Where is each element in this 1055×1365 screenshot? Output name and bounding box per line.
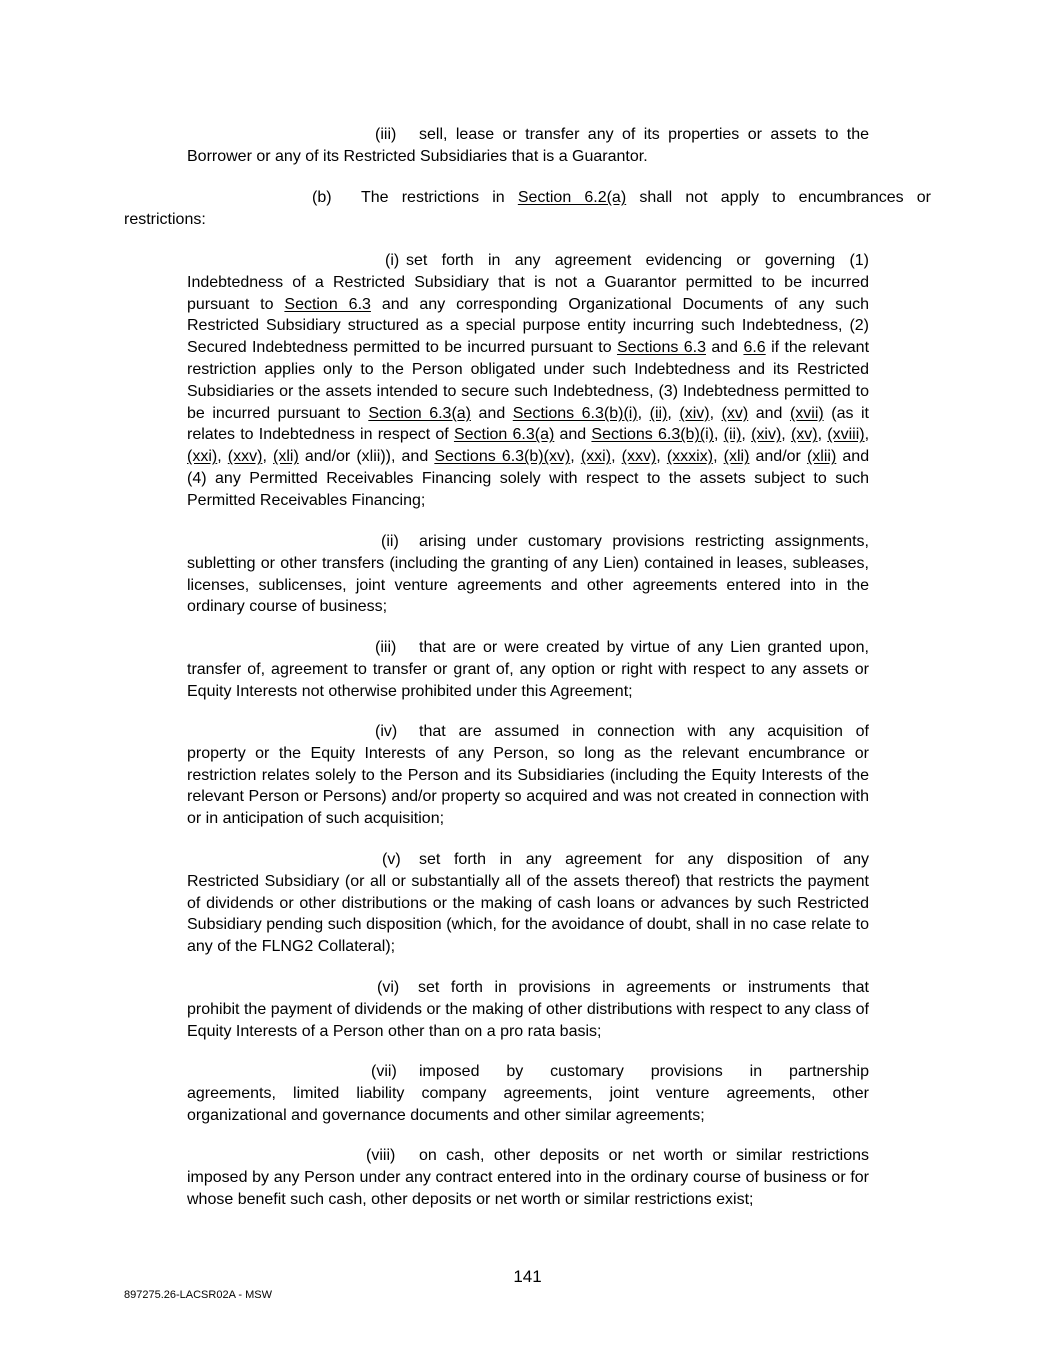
section-reference: (xiv)	[679, 404, 710, 422]
clause-iii-top-first-line	[187, 124, 869, 146]
section-reference: (xviii)	[827, 426, 865, 444]
text-run: ,	[714, 426, 724, 444]
page-number: 141	[513, 1267, 542, 1286]
clause-text-rest: agreements, limited liability company agreements, joint venture agreements, other organizational and governance documents and other similar agreements;	[187, 1084, 869, 1124]
clause-v	[187, 849, 869, 958]
text-run: ,	[817, 426, 828, 444]
text-run: ,	[611, 448, 622, 466]
text-run: (as it relates to Indebtedness in respect of	[187, 404, 869, 444]
text-run: and/or (xlii)), and	[298, 448, 435, 466]
clause-text: shall not apply to encumbrances or	[626, 189, 932, 206]
section-reference: (xxi)	[580, 448, 612, 466]
clause-label: (ii)	[381, 533, 399, 550]
clause-label: (iii)	[375, 639, 397, 656]
section-reference: Sections 6.3	[616, 339, 706, 357]
clause-label: (i)	[385, 252, 400, 269]
clause-text-rest: restrictions:	[124, 210, 206, 228]
clause-ii	[187, 531, 869, 618]
text-run: ,	[637, 404, 650, 422]
clause-label: (b)	[312, 189, 332, 206]
clause-text: that are or were created by virtue of any Lien granted upon,	[419, 639, 869, 656]
section-reference: (xxxix)	[666, 448, 714, 466]
section-reference: (xv)	[790, 426, 818, 444]
clause-text-rest: prohibit the payment of dividends or the making of other distributions with respect to any class of Equity Interests of a Person other than on a pro rata basis;	[187, 1000, 869, 1040]
text-run: and	[748, 404, 790, 422]
clause-iii-first-line	[187, 637, 869, 659]
clause-i-first-line	[187, 250, 869, 272]
clause-label: (vi)	[377, 979, 400, 996]
clause-vi	[187, 977, 869, 1042]
clause-iv-first-line	[187, 721, 869, 743]
clause-text: imposed by customary provisions in partnership	[419, 1063, 869, 1080]
clause-iii-top	[187, 124, 869, 168]
clause-text-rest: transfer of, agreement to transfer or grant of, any option or right with respect to any assets or Equity Interests not otherwise prohibited under this Agreement;	[187, 660, 869, 700]
text-run: ,	[656, 448, 667, 466]
section-reference: (xlii)	[806, 448, 837, 466]
section-reference: (xvii)	[789, 404, 824, 422]
clause-text-rest: imposed by any Person under any contract entered into in the ordinary course of business or for whose benefit such cash, other deposits or net worth or similar restrictions exist;	[187, 1168, 869, 1208]
text-run: ,	[709, 404, 722, 422]
section-reference: (xli)	[723, 448, 750, 466]
text-run: and/or	[749, 448, 807, 466]
text-run: ,	[570, 448, 581, 466]
section-reference: Section 6.3	[284, 295, 371, 313]
clause-text-rest: Borrower or any of its Restricted Subsidiaries that is a Guarantor.	[187, 147, 648, 165]
section-reference: 6.6	[743, 339, 766, 357]
section-reference: (xli)	[273, 448, 299, 466]
text-run: and	[471, 404, 513, 422]
clause-text: set forth in provisions in agreements or instruments that	[418, 979, 869, 996]
clause-text: arising under customary provisions restricting assignments,	[419, 533, 869, 550]
clause-text: set forth in any agreement for any disposition of any	[419, 851, 869, 868]
clause-text-rest: Restricted Subsidiary (or all or substantially all of the assets thereof) that restricts the payment of dividends or other distributions or the making of cash loans or advances by such Restricted Subsidiary pending such disposition (which, for the avoidance of doubt, shall in no case relate to any of the FLNG2 Collateral);	[187, 872, 869, 956]
text-run: and	[554, 426, 592, 444]
text-run: and	[705, 339, 744, 357]
clause-ii-first-line	[187, 531, 869, 553]
clause-vi-first-line	[187, 977, 869, 999]
section-reference: Sections 6.3(b)(i)	[591, 426, 714, 444]
section-reference: (xv)	[721, 404, 749, 422]
clause-label: (viii)	[366, 1147, 396, 1164]
section-reference: (xxi)	[187, 448, 218, 466]
clause-i-body	[187, 274, 869, 509]
section-reference: Section 6.3(a)	[453, 426, 555, 444]
clause-label: (iii)	[375, 126, 397, 143]
text-run: and any corresponding Organizational Documents of any such Restricted Subsidiary structured as a special purpose entity incurring such Indebtedness, (2) Secured Indebtedness permitted to be incurred pursuant to	[187, 295, 870, 357]
text-run: ,	[713, 448, 724, 466]
text-run: ,	[217, 448, 228, 466]
text-run: ,	[864, 426, 870, 444]
section-reference: (ii)	[649, 404, 668, 422]
clause-text: sell, lease or transfer any of its properties or assets to the	[419, 126, 869, 143]
clause-text: The restrictions in	[361, 189, 518, 206]
clause-iii	[187, 637, 869, 702]
section-reference: Sections 6.3(b)(xv)	[434, 448, 571, 466]
text-run: if the relevant restriction applies only to the Person obligated under such Indebtedness and its Restricted Subsidiaries or the assets intended to secure such Indebtedness, (3) Indebtedness permitted to be incurred pursuant to	[187, 339, 870, 422]
text-run: ,	[262, 448, 273, 466]
clause-text-rest: subletting or other transfers (including the granting of any Lien) contained in leases, subleases, licenses, sublicenses, joint venture agreements and other agreements entered into in the ordinary course of business;	[187, 554, 869, 616]
clause-viii-first-line	[187, 1145, 869, 1167]
clause-label: (iv)	[375, 723, 398, 740]
section-reference: (xiv)	[751, 426, 782, 444]
clause-vii	[187, 1061, 869, 1126]
text-run: ,	[741, 426, 752, 444]
clause-text: set forth in any agreement evidencing or governing (1)	[406, 252, 869, 269]
document-footer-id: 897275.26-LACSR02A - MSW	[124, 1289, 272, 1301]
clause-b-first-line	[124, 187, 931, 209]
text-run: Indebtedness of a Restricted Subsidiary that is not a Guarantor permitted to be incurred pursuant to	[187, 273, 869, 313]
clause-viii	[187, 1145, 869, 1210]
clause-label: (vii)	[371, 1063, 397, 1080]
text-run: ,	[781, 426, 791, 444]
section-reference: Section 6.2(a)	[517, 189, 627, 206]
text-run: ,	[667, 404, 680, 422]
clause-vii-first-line	[187, 1061, 869, 1083]
clause-text: on cash, other deposits or net worth or similar restrictions	[419, 1147, 869, 1164]
section-reference: (xxv)	[227, 448, 263, 466]
clause-text: that are assumed in connection with any acquisition of	[419, 723, 869, 740]
clause-label: (v)	[382, 851, 401, 868]
section-reference: (ii)	[723, 426, 742, 444]
clause-iv	[187, 721, 869, 830]
clause-v-first-line	[187, 849, 869, 871]
clause-b	[124, 187, 931, 231]
section-reference: Sections 6.3(b)(i)	[512, 404, 638, 422]
section-reference: (xxv)	[621, 448, 657, 466]
clause-i	[187, 250, 869, 512]
clause-text-rest: property or the Equity Interests of any Person, so long as the relevant encumbrance or restriction relates solely to the Person and its Subsidiaries (including the Equity Interests of the relevant Person or Persons) and/or property so acquired and was not created in connection with or in anticipation of such acquisition;	[187, 744, 869, 828]
section-reference: Section 6.3(a)	[368, 404, 471, 422]
text-run: and (4) any Permitted Receivables Financing solely with respect to the assets subject to such Permitted Receivables Financing;	[187, 448, 870, 509]
